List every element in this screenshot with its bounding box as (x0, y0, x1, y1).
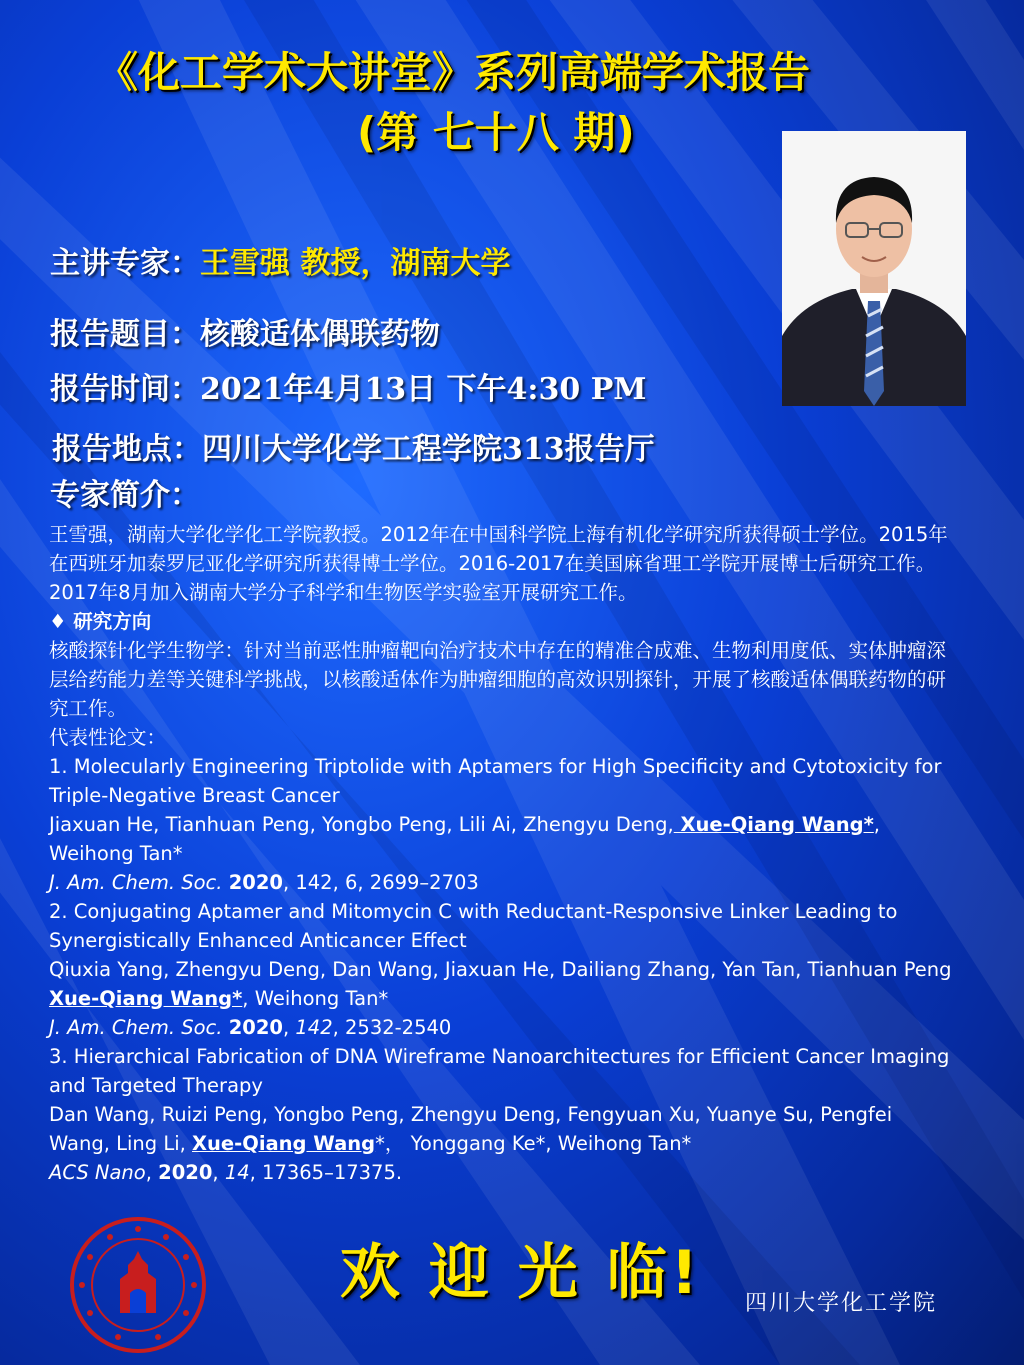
papers-heading: 代表性论文： (49, 726, 167, 749)
paper-authors-text: Jiaxuan He, Tianhuan Peng, Yongbo Peng, Lili Ai, Zhengyu Deng, (49, 813, 674, 836)
author-highlight: Xue-Qiang Wang* (673, 813, 874, 836)
paper-2 (49, 897, 954, 1042)
place-label: 报告地点： (52, 432, 202, 467)
bio-section (49, 520, 954, 1187)
topic-value: 核酸适体偶联药物 (200, 317, 440, 352)
paper-year: 2020 (228, 871, 283, 894)
speaker-photo (782, 131, 966, 406)
place-value: 四川大学化学工程学院313报告厅 (202, 432, 655, 467)
paper-1 (49, 752, 954, 897)
paper-year: 2020 (158, 1161, 213, 1184)
university-seal-logo (68, 1215, 208, 1355)
journal-name: J. Am. Chem. Soc. (49, 871, 223, 894)
paper-volume: , 17365–17375. (249, 1161, 403, 1184)
topic-label: 报告题目： (50, 317, 200, 352)
poster-title: 《化工学术大讲堂》系列高端学术报告 (96, 48, 811, 97)
paper-title: 1. Molecularly Engineering Triptolide with Aptamers for High Specificity and Cytotoxicity for Triple-Negative Breast Cancer (49, 755, 942, 807)
paper-authors-tail: *， Yonggang Ke*, Weihong Tan* (375, 1132, 692, 1155)
speaker-row (50, 238, 510, 282)
time-label: 报告时间： (50, 372, 200, 407)
welcome-text: 欢 迎 光 临! (340, 1238, 703, 1308)
paper-citation: ACS Nano, 2020, 14, 17365–17375. (49, 1161, 403, 1184)
paper-3 (49, 1042, 954, 1187)
issue-number: (第 七十八 期) (357, 108, 635, 157)
paper-title: 2. Conjugating Aptamer and Mitomycin C with Reductant-Responsive Linker Leading to Synergistically Enhanced Anticancer Effect (49, 900, 898, 952)
time-row (50, 364, 646, 408)
paper-year: 2020 (228, 1016, 283, 1039)
speaker-value: 王雪强 教授，湖南大学 (200, 246, 511, 281)
paper-authors-text: Qiuxia Yang, Zhengyu Deng, Dan Wang, Jiaxuan He, Dailiang Zhang, Yan Tan, Tianhuan Peng (49, 958, 952, 981)
paper-citation (49, 868, 954, 897)
topic-row (50, 309, 440, 353)
research-text: 核酸探针化学生物学：针对当前恶性肿瘤靶向治疗技术中存在的精准合成难、生物利用度低、实体肿瘤深层给药能力差等关键科学挑战，以核酸适体作为肿瘤细胞的高效识别探针，开展了核酸适体偶联药物的研究工作。 (49, 639, 947, 720)
paper-authors (49, 1100, 954, 1158)
paper-authors (49, 810, 954, 868)
bio-text: 王雪强，湖南大学化学化工学院教授。2012年在中国科学院上海有机化学研究所获得硕士学位。2015年在西班牙加泰罗尼亚化学研究所获得博士学位。2016-2017在美国麻省理工学院开展博士后研究工作。2017年8月加入湖南大学分子科学和生物医学实验室开展研究工作。 (49, 523, 948, 604)
paper-volume-italic: 14 (224, 1161, 250, 1184)
paper-volume: , 142, 6, 2699–2703 (282, 871, 479, 894)
research-heading: ♦ 研究方向 (49, 610, 152, 633)
author-highlight: Xue-Qiang Wang (192, 1132, 376, 1155)
time-value: 2021年4月13日 下午4:30 PM (200, 372, 647, 407)
paper-authors-tail: , Weihong Tan* (242, 987, 389, 1010)
paper-citation: J. Am. Chem. Soc. 2020, 142, 2532-2540 (49, 1016, 452, 1039)
paper-volume-italic: 142 (295, 1016, 333, 1039)
paper-authors-tail: , Weihong Tan* (49, 813, 880, 865)
paper-authors-text: Dan Wang, Ruizi Peng, Yongbo Peng, Zhengyu Deng, Fengyuan Xu, Yuanye Su, Pengfei Wang, Ling Li, (49, 1103, 893, 1155)
author-highlight: Xue-Qiang Wang* (49, 987, 243, 1010)
school-name: 四川大学化工学院 (745, 1291, 938, 1316)
speaker-label: 主讲专家： (50, 246, 200, 281)
bio-label: 专家简介： (50, 478, 200, 513)
paper-title: 3. Hierarchical Fabrication of DNA Wireframe Nanoarchitectures for Efficient Cancer Imaging and Targeted Therapy (49, 1045, 950, 1097)
journal-name: J. Am. Chem. Soc. (49, 1016, 223, 1039)
journal-name: ACS Nano (49, 1161, 146, 1184)
paper-authors (49, 955, 954, 1013)
place-row (52, 424, 655, 468)
paper-volume: , 2532-2540 (332, 1016, 452, 1039)
